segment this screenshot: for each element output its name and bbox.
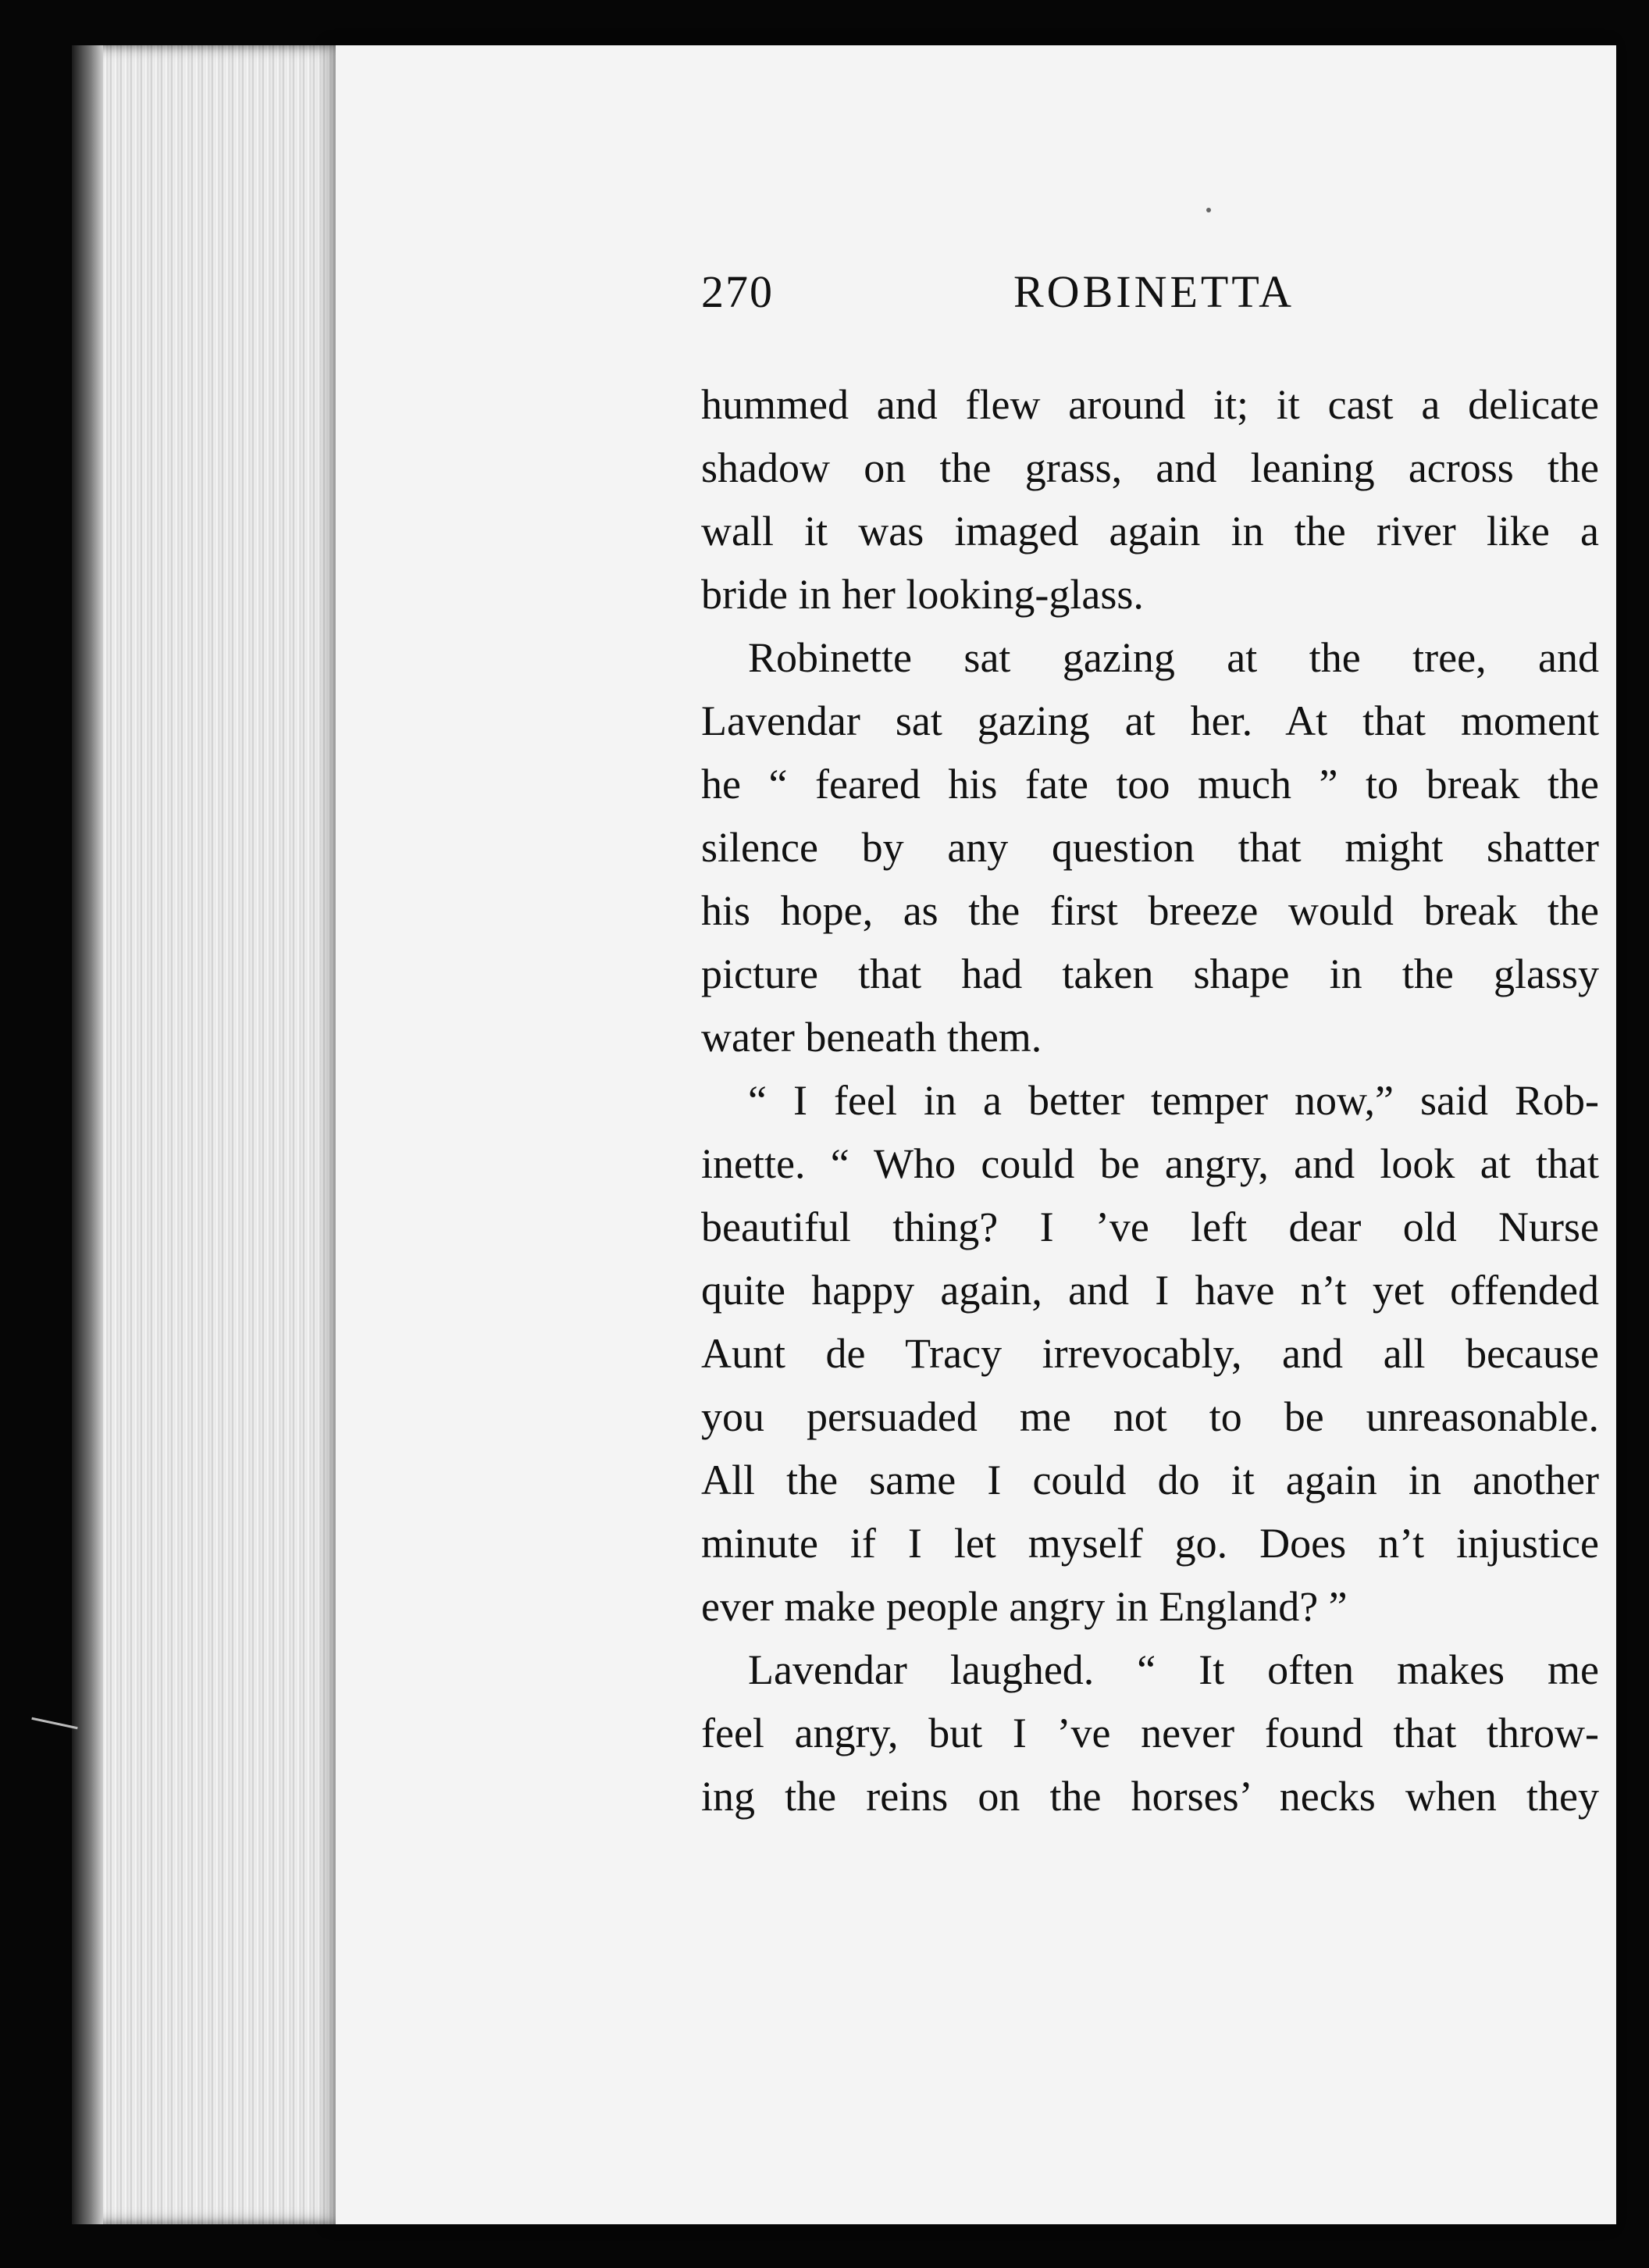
text-line: Robinette sat gazing at the tree, and — [748, 634, 1599, 681]
text-line: he “ feared his fate too much ” to break the — [701, 761, 1599, 808]
ink-speck — [1206, 208, 1211, 212]
text-line: silence by any question that might shatter — [701, 824, 1599, 871]
running-title: ROBINETTA — [1013, 266, 1295, 317]
binding-shadow — [72, 45, 103, 2224]
text-line: Lavendar sat gazing at her. At that moment — [701, 697, 1599, 744]
text-line: bride in her looking-glass. — [701, 571, 1144, 618]
text-line: minute if I let myself go. Does n’t injustice — [701, 1520, 1599, 1567]
text-line: inette. “ Who could be angry, and look at that — [701, 1140, 1599, 1187]
page-number: 270 — [701, 266, 774, 317]
text-line: All the same I could do it again in another — [701, 1457, 1599, 1503]
running-head — [701, 266, 1599, 328]
text-line: quite happy again, and I have n’t yet offended — [701, 1267, 1599, 1314]
scan-artifact — [31, 1717, 77, 1729]
text-line: ever make people angry in England? ” — [701, 1583, 1348, 1630]
text-line: Lavendar laughed. “ It often makes me — [748, 1646, 1599, 1693]
page-edges — [72, 45, 376, 2224]
text-line: shadow on the grass, and leaning across the — [701, 444, 1599, 491]
text-line: hummed and flew around it; it cast a delicate — [701, 381, 1599, 428]
text-line: Aunt de Tracy irrevocably, and all because — [701, 1330, 1599, 1377]
text-line: wall it was imaged again in the river like a — [701, 508, 1599, 555]
text-line: you persuaded me not to be unreasonable. — [701, 1393, 1599, 1440]
text-line: feel angry, but I ’ve never found that throw- — [701, 1710, 1599, 1756]
text-line: ing the reins on the horses’ necks when they — [701, 1773, 1599, 1820]
body-text — [701, 373, 1599, 1828]
text-line: water beneath them. — [701, 1014, 1042, 1061]
text-line: beautiful thing? I ’ve left dear old Nurse — [701, 1204, 1599, 1250]
text-line: “ I feel in a better temper now,” said Rob- — [748, 1077, 1599, 1124]
text-line: picture that had taken shape in the glassy — [701, 950, 1599, 997]
book-page — [336, 45, 1616, 2224]
text-line: his hope, as the first breeze would break the — [701, 887, 1599, 934]
